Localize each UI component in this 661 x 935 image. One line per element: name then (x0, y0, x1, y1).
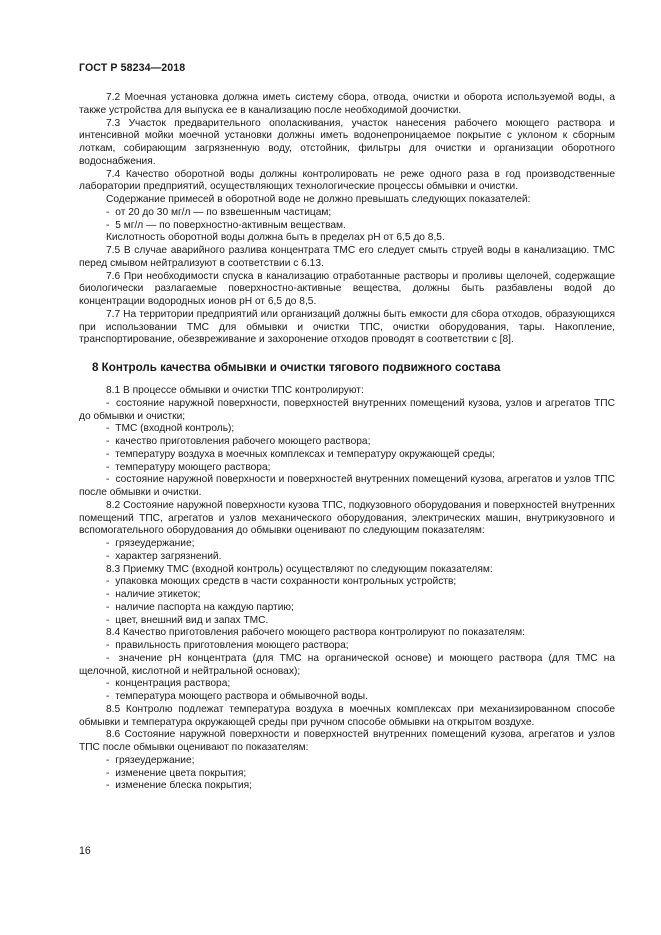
list-dash: - (106, 448, 110, 460)
list-item (79, 768, 615, 781)
list-item-text: правильность приготовления моющего раствора; (115, 640, 349, 651)
list-item (79, 653, 615, 679)
paragraph: 8.6 Состояние наружной поверхности и поверхностей внутренних помещений кузова, агрегатов и узлов ТПС после обмывки оценивают по показателям: (79, 729, 615, 753)
list-dash: - (106, 640, 110, 651)
list-item-text: состояние наружной поверхности, поверхностей внутренних помещений кузова, узлов и агрегатов ТПС до обмывки и очистки; (79, 397, 615, 422)
list-item-text: упаковка моющих средств в части сохранности контрольных устройств; (115, 576, 457, 588)
list-item (79, 398, 615, 424)
list-item-text: грязеудержание; (115, 754, 195, 766)
list-item-text: грязеудержание; (115, 538, 195, 549)
list-item-text: наличие этикеток; (115, 589, 201, 600)
paragraph: 8.3 Приемку ТМС (входной контроль) осуществляют по следующим показателям: (106, 563, 493, 575)
list-dash: - (106, 601, 110, 613)
list-item (79, 755, 615, 768)
list-dash: - (106, 589, 110, 600)
paragraph: 8.5 Контролю подлежат температура воздуха в моечных комплексах при механизированном способе обмывки и температура окружающей среды при ручном способе обмывки на открытом воздухе. (79, 703, 615, 728)
paragraph: 7.4 Качество оборотной воды должны контролировать не реже одного раза в год производственные лаборатории предприятий, осуществляющих технологические процессы обмывки и очистки. (79, 168, 615, 193)
list-item-text: температуру моющего раствора; (115, 461, 271, 473)
paragraph: 7.7 На территории предприятий или организаций должны быть емкости для сбора отходов, образующихся при использовании ТМС для обмывки и очистки ТПС, очистки оборудования, тары. Накопление, транспортирование, обезвреживание и захоронение отходов проводят в соответствии с [8]. (79, 308, 615, 346)
list-item-text: температура моющего раствора и обмывочной воды. (115, 691, 368, 702)
paragraph: 7.2 Моечная установка должна иметь систему сбора, отвода, очистки и оборота используемой воды, а также устройства для выпуска ее в канализацию после необходимой доочистки. (79, 92, 615, 116)
document-body (79, 92, 615, 793)
list-item (79, 474, 615, 500)
list-item-text: характер загрязнений. (115, 550, 222, 562)
paragraph: 8.2 Состояние наружной поверхности кузова ТПС, подкузовного оборудования и поверхностей внутренних помещений ТПС, агрегатов и узлов механического оборудования, электрических машин, внутрикузовного и вспомогательного оборудования до обмывки оценивают по следующим показателям: (79, 499, 615, 537)
list-item (79, 780, 615, 793)
paragraph: Содержание примесей в оборотной воде не должно превышать следующих показателей: (106, 194, 531, 205)
list-item-text: цвет, внешний вид и запах ТМС. (115, 614, 269, 626)
paragraph: 7.5 В случае аварийного разлива концентрата ТМС его следует смыть струей воды в канализацию. ТМС перед смывом нейтрализуют в соответствии с 6.13. (79, 245, 615, 269)
list-item-text: температуру воздуха в моечных комплексах и температуру окружающей среды; (115, 448, 495, 460)
paragraph: Кислотность оборотной воды должна быть в пределах рН от 6,5 до 8,5. (106, 232, 445, 244)
section-8-text (79, 385, 615, 793)
list-dash: - (106, 767, 110, 779)
list-item (79, 423, 615, 436)
list-item-text: состояние наружной поверхности и поверхностей внутренних помещений кузова, агрегатов и узлов ТПС после обмывки и очистки. (79, 474, 615, 498)
section-heading: 8 Контроль качества обмывки и очистки тягового подвижного состава (92, 361, 501, 374)
list-item (79, 589, 615, 602)
list-dash: - (106, 576, 110, 588)
list-item-text: изменение цвета покрытия; (115, 767, 247, 779)
paragraph: 8.1 В процессе обмывки и очистки ТПС контролируют: (106, 385, 364, 396)
list-dash: - (106, 436, 110, 447)
list-item (79, 449, 615, 462)
list-item-text: от 20 до 30 мг/л — по взвешенным частицам; (115, 206, 332, 218)
list-dash: - (106, 614, 110, 626)
list-item-text: изменение блеска покрытия; (115, 780, 252, 792)
paragraph: 8.4 Качество приготовления рабочего моющего раствора контролируют по показателям: (106, 627, 525, 639)
list-dash: - (106, 461, 110, 473)
list-item (79, 678, 615, 691)
list-item (79, 220, 615, 233)
list-item (79, 602, 615, 615)
list-item (79, 615, 615, 628)
list-item (79, 207, 615, 220)
page-number: 16 (79, 845, 91, 857)
list-item (79, 551, 615, 564)
list-dash: - (106, 754, 110, 766)
list-dash: - (106, 423, 110, 435)
list-dash: - (106, 206, 110, 218)
list-item (79, 576, 615, 589)
section-7-text (79, 92, 615, 347)
list-dash: - (106, 474, 110, 486)
list-dash: - (106, 780, 110, 792)
list-dash: - (106, 397, 110, 409)
list-item-text: наличие паспорта на каждую партию; (115, 601, 294, 613)
list-item (79, 462, 615, 475)
list-item (79, 640, 615, 653)
list-dash: - (106, 538, 110, 549)
list-dash: - (106, 691, 110, 702)
list-dash: - (106, 219, 110, 231)
paragraph: 7.3 Участок предварительного ополаскивания, участок нанесения рабочего моющего раствора и интенсивной мойки моечной установки должны иметь водонепроницаемое покрытие с уклоном к сборным лоткам, собирающим загрязненную воду, отстойник, фильтры для очистки и организации оборотного водоснабжения. (79, 117, 615, 167)
document-header: ГОСТ Р 58234—2018 (79, 62, 186, 74)
list-item (79, 691, 615, 704)
list-dash: - (106, 652, 110, 664)
list-item-text: значение рН концентрата (для ТМС на органической основе) и моющего раствора (для ТМС на щелочной, кислотной и нейтральной основах); (79, 652, 615, 677)
paragraph: 7.6 При необходимости спуска в канализацию отработанные растворы и проливы щелочей, содержащие биологически разлагаемые поверхностно-активные вещества, должны быть разбавлены водой до концентрации водородных ионов рН от 6,5 до 8,5. (79, 270, 615, 307)
list-item-text: 5 мг/л — по поверхностно-активным веществам. (115, 219, 346, 231)
list-dash: - (106, 550, 110, 562)
list-item (79, 436, 615, 449)
list-item (79, 538, 615, 551)
list-item-text: качество приготовления рабочего моющего раствора; (115, 436, 371, 447)
list-item-text: концентрация раствора; (115, 678, 231, 690)
list-item-text: ТМС (входной контроль); (115, 423, 235, 435)
list-dash: - (106, 678, 110, 690)
